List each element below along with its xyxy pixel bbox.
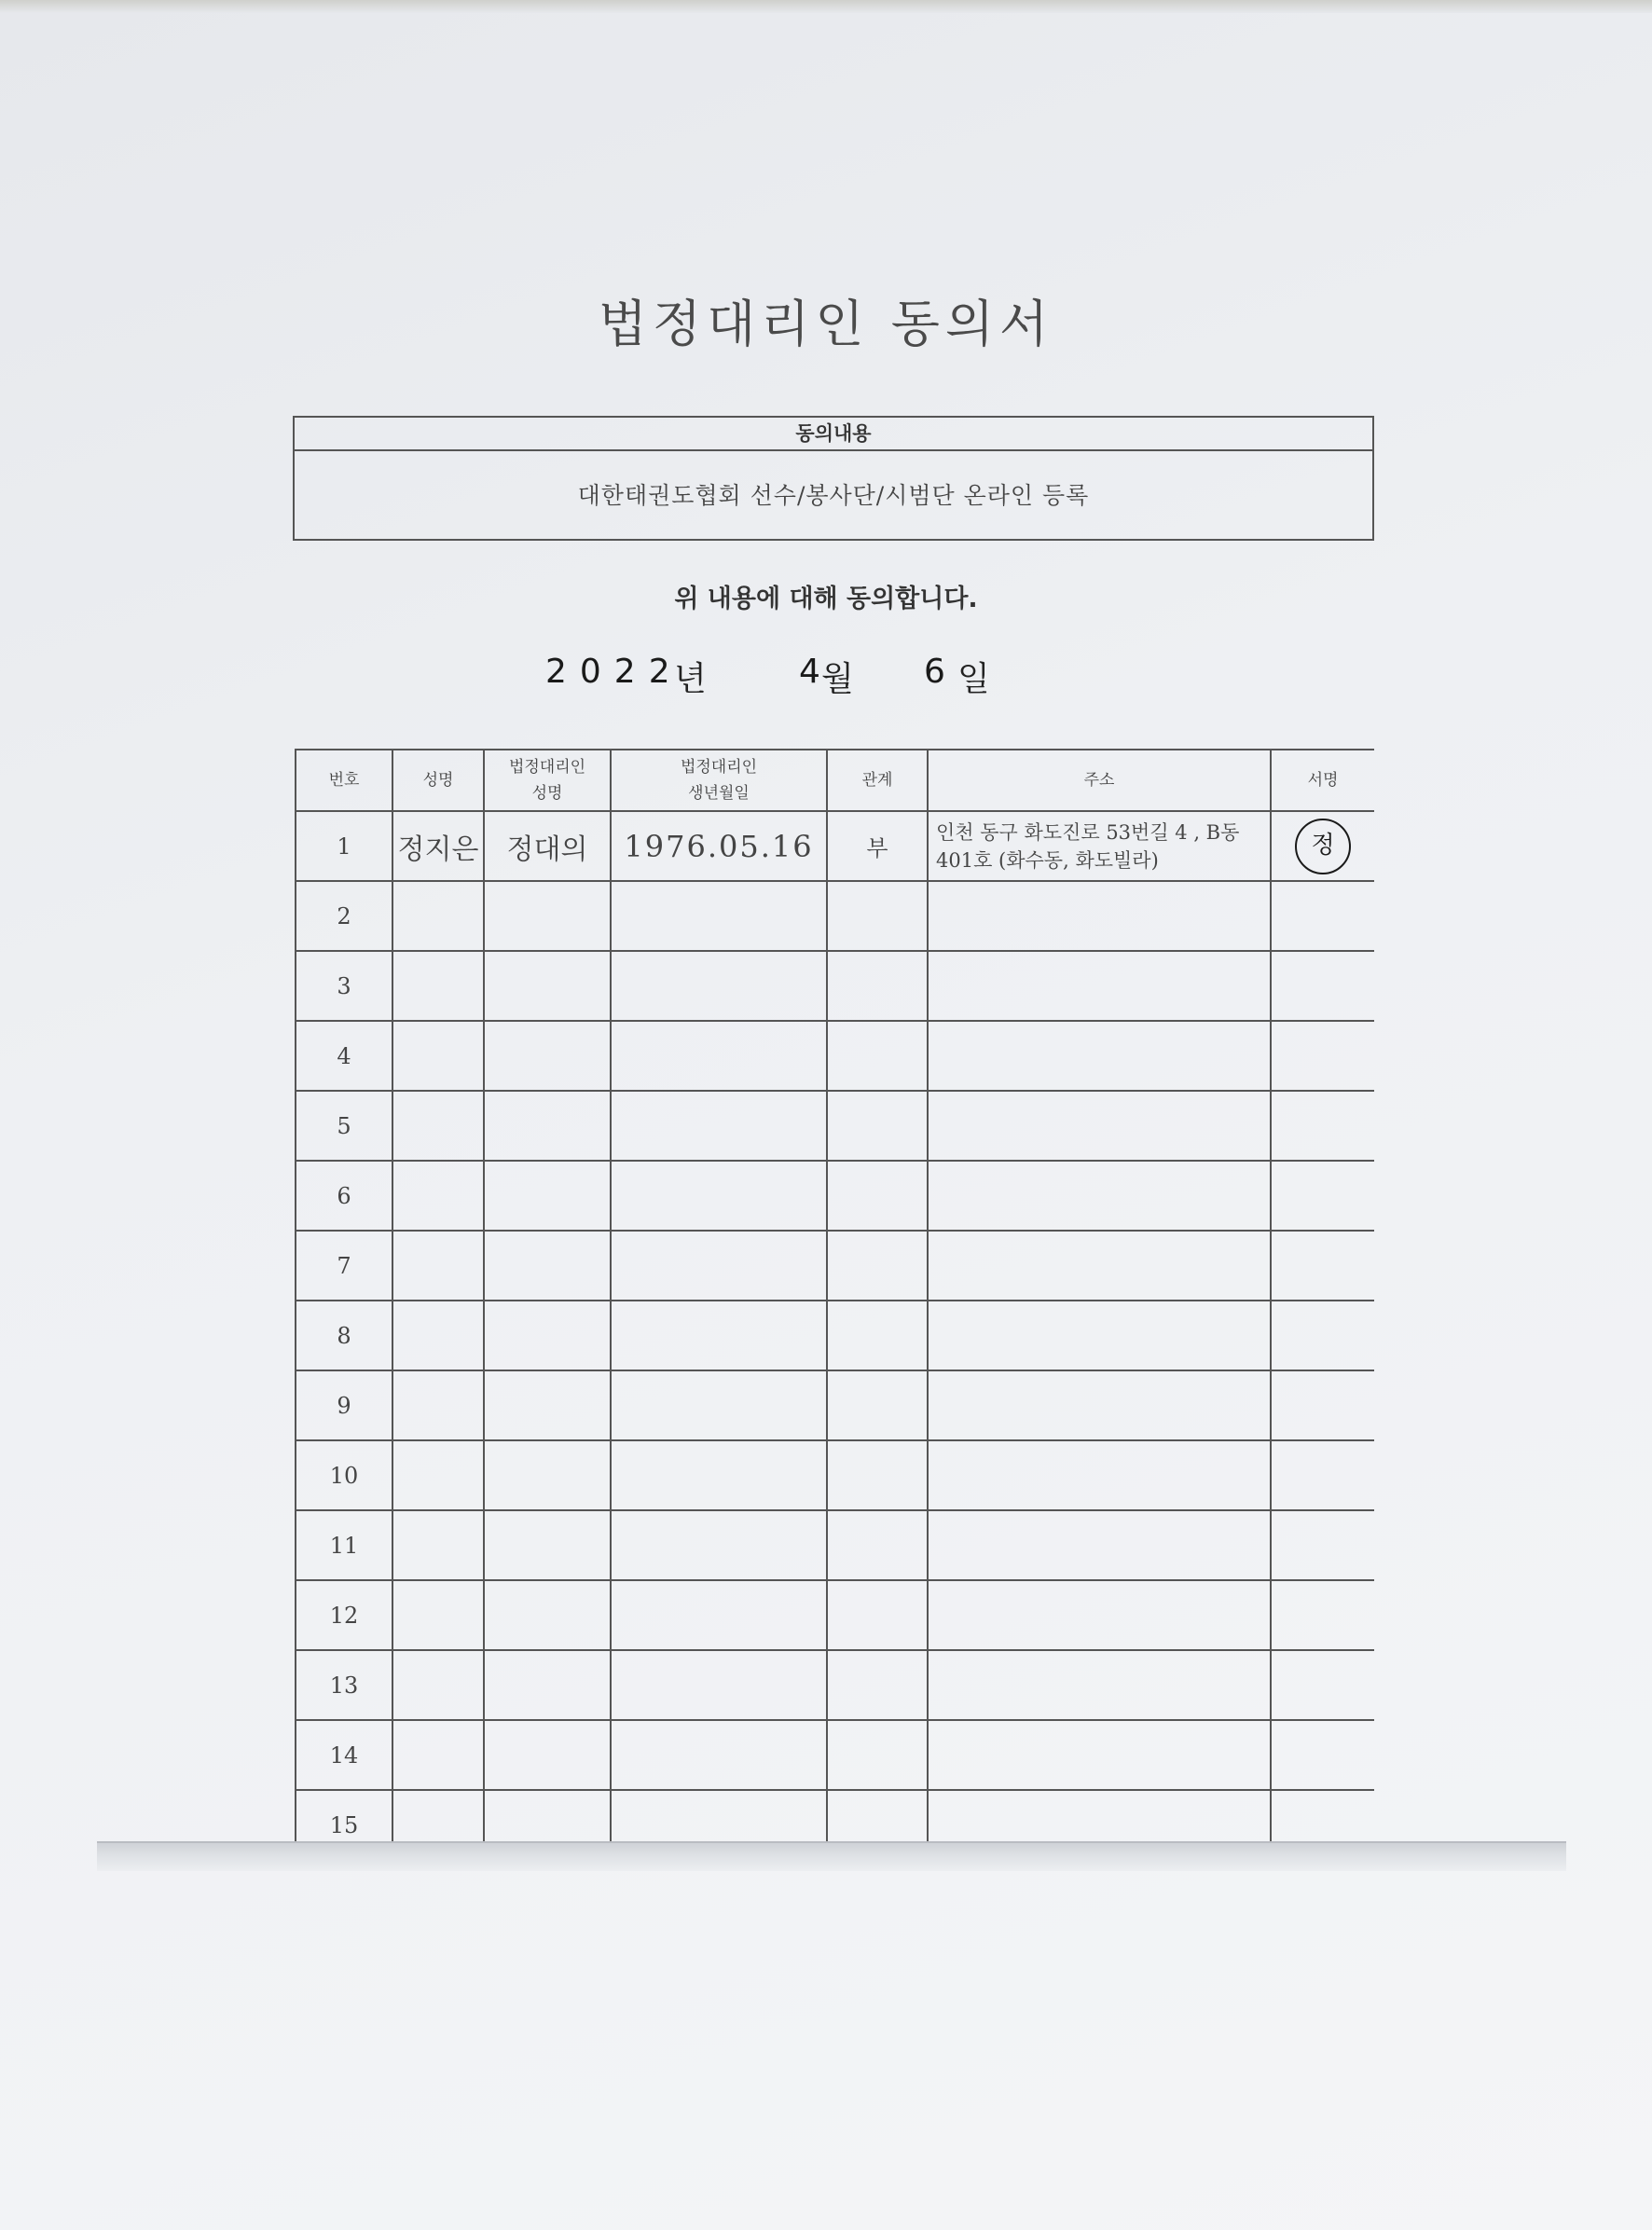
consent-box: [293, 416, 1374, 541]
agree-statement: 위 내용에 대해 동의합니다.: [674, 585, 978, 613]
cell-guardian-name: 정대의: [484, 811, 611, 881]
cell-no: 6: [296, 1161, 392, 1231]
header-guardian-name-line1: 법정대리인: [508, 758, 586, 777]
table-row: [296, 1580, 1374, 1650]
registration-table: [295, 749, 1374, 1858]
cell-no: 1: [296, 811, 392, 881]
cell-no: 4: [296, 1021, 392, 1091]
page-break-divider: [97, 1841, 1566, 1871]
header-name: 성명: [392, 750, 484, 811]
cell-no: 10: [296, 1440, 392, 1510]
date-month-unit: 월: [821, 660, 854, 698]
date-month: 4: [799, 653, 820, 691]
cell-signature: [1271, 811, 1374, 881]
table-row: [296, 1370, 1374, 1440]
cell-no: 5: [296, 1091, 392, 1161]
cell-name: 정지은: [392, 811, 484, 881]
paper-top-edge: [0, 0, 1652, 13]
header-relation: 관계: [827, 750, 928, 811]
cell-no: 13: [296, 1650, 392, 1720]
table-row: [296, 881, 1374, 951]
document-title: 법정대리인 동의서: [598, 295, 1054, 353]
table-row: [296, 1440, 1374, 1510]
consent-text: 대한태권도협회 선수/봉사단/시범단 온라인 등록: [577, 482, 1090, 509]
cell-address: [928, 811, 1271, 881]
registration-table-wrap: [295, 749, 1374, 1858]
date-year: 2022: [545, 653, 683, 691]
cell-no: 12: [296, 1580, 392, 1650]
table-row: [296, 1720, 1374, 1790]
table-row: [296, 1021, 1374, 1091]
date-line: [545, 653, 1012, 709]
consent-header: 동의내용: [295, 418, 1372, 451]
cell-no: 2: [296, 881, 392, 951]
table-row: [296, 1091, 1374, 1161]
cell-address-text: 인천 동구 화도진로 53번길 4 , B동 401호 (화수동, 화도빌라): [936, 820, 1240, 872]
header-guardian-name: [484, 750, 611, 811]
cell-no: 9: [296, 1370, 392, 1440]
cell-no: 15: [296, 1790, 392, 1858]
table-row: [296, 1301, 1374, 1370]
cell-no: 14: [296, 1720, 392, 1790]
date-day: 6: [924, 653, 945, 691]
header-guardian-name-line2: 성명: [531, 784, 563, 803]
cell-no: 7: [296, 1231, 392, 1301]
table-row: [296, 1231, 1374, 1301]
table-row: [296, 951, 1374, 1021]
cell-guardian-dob: 1976.05.16: [611, 811, 827, 881]
table-row: [296, 811, 1374, 881]
header-signature: 서명: [1271, 750, 1374, 811]
table-row: [296, 1650, 1374, 1720]
cell-relation: 부: [827, 811, 928, 881]
cell-no: 11: [296, 1510, 392, 1580]
date-year-unit: 년: [674, 660, 707, 698]
header-no: 번호: [296, 750, 392, 811]
header-guardian-dob-line2: 생년월일: [688, 784, 750, 803]
signature-seal: 정: [1295, 819, 1351, 874]
table-row: [296, 1161, 1374, 1231]
header-guardian-dob: [611, 750, 827, 811]
header-guardian-dob-line1: 법정대리인: [680, 758, 758, 777]
table-row: [296, 1510, 1374, 1580]
date-day-unit: 일: [957, 660, 990, 698]
cell-no: 3: [296, 951, 392, 1021]
cell-no: 8: [296, 1301, 392, 1370]
table-header-row: [296, 750, 1374, 811]
header-address: 주소: [928, 750, 1271, 811]
